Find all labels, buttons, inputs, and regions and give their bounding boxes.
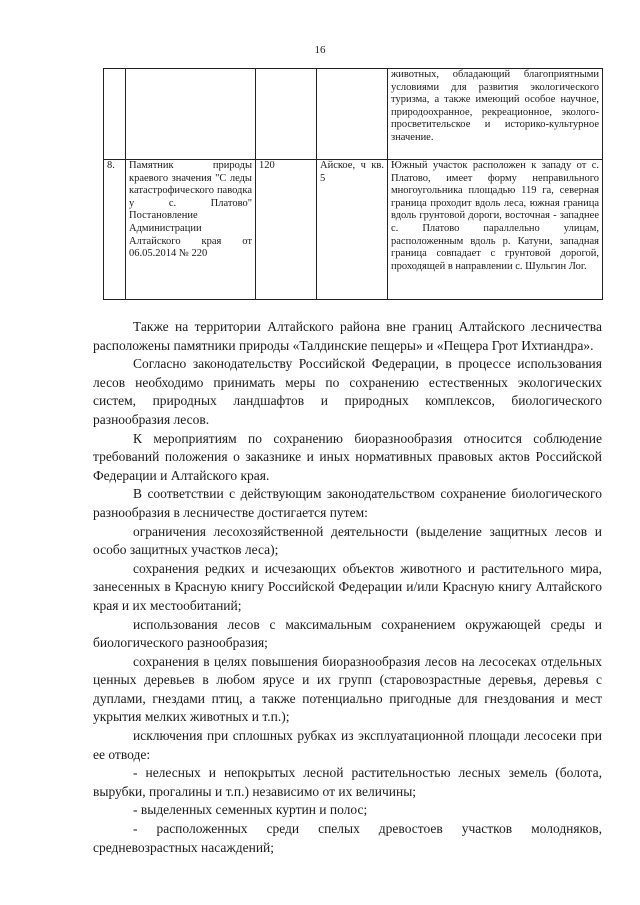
list-item: сохранения в целях повышения биоразнообразия лесов на лесосеках отдельных ценных деревьев в любом ярусе и их групп (старовозрастные деревья, деревья с дуплами, гнездами птиц, а также потенциально пригодные для гнездования и мест укрытия мелких животных и т.п.); [93, 653, 602, 725]
table-cell-description: Южный участок расположен к западу от с. Платово, имеет форму неправильного многоугольника площадью 119 га, северная граница проходит вдоль леса, южная граница вдоль грунтовой дороги, восточная - западнее с. Платово параллельно улицам, расположенным вдоль р. Катуни, западная граница совпадает с грунтовой дорогой, проходящей в направлении с. Шульгин Лог. [388, 160, 603, 300]
document-body [93, 318, 602, 857]
table-cell-name: Памятник природы краевого значения "С леды катастрофического паводка у с. Платово" Постановление Администрации Алтайского края от 06.05.2014 № 220 [126, 160, 256, 300]
list-item: сохранения редких и исчезающих объектов животного и растительного мира, занесенных в Красную книгу Российской Федерации и/или Красную книгу Алтайского края и их местообитаний; [93, 560, 602, 613]
table-cell-area [256, 69, 317, 160]
table-cell-number: 8. [104, 160, 126, 300]
table-row [104, 69, 603, 160]
list-item: - нелесных и непокрытых лесной растительностью лесных земель (болота, вырубки, прогалины и т.п.) независимо от их величины; [93, 765, 602, 799]
protected-areas-table [103, 68, 603, 300]
page-number: 16 [314, 44, 326, 56]
table-row [104, 160, 603, 300]
list-item: - выделенных семенных куртин и полос; [133, 802, 368, 818]
table-cell-location: Айское, ч кв. 5 [317, 160, 388, 300]
list-item: исключения при сплошных рубках из эксплуатационной площади лесосеки при ее отводе: [93, 728, 602, 762]
paragraph: Также на территории Алтайского района вне границ Алтайского лесничества расположены памятники природы «Талдинские пещеры» и «Пещера Грот Ихтиандра». [93, 319, 602, 353]
list-item: - расположенных среди спелых древостоев участков молодняков, средневозрастных насаждений; [93, 821, 602, 855]
paragraph: В соответствии с действующим законодательством сохранение биологического разнообразия в лесничестве достигается путем: [93, 486, 602, 520]
table-cell-area: 120 [256, 160, 317, 300]
table-cell-description: животных, обладающий благоприятными условиями для развития экологического туризма, а также имеющий особое научное, природоохранное, рекреационное, эколого-просветительское и историко-культурное значение. [388, 69, 603, 160]
list-item: ограничения лесохозяйственной деятельности (выделение защитных лесов и особо защитных участков леса); [93, 523, 602, 558]
paragraph: К мероприятиям по сохранению биоразнообразия относится соблюдение требований положения о заказнике и иных нормативных правовых актов Российской Федерации и Алтайского края. [93, 430, 602, 483]
table-cell-location [317, 69, 388, 160]
list-item: использования лесов с максимальным сохранением окружающей среды и биологического разнообразия; [93, 616, 602, 651]
table-cell-name [126, 69, 256, 160]
table-cell-number [104, 69, 126, 160]
paragraph: Согласно законодательству Российской Федерации, в процессе использования лесов необходимо принимать меры по сохранению естественных экологических систем, природных ландшафтов и природных комплексов, биологического разнообразия лесов. [93, 356, 602, 427]
